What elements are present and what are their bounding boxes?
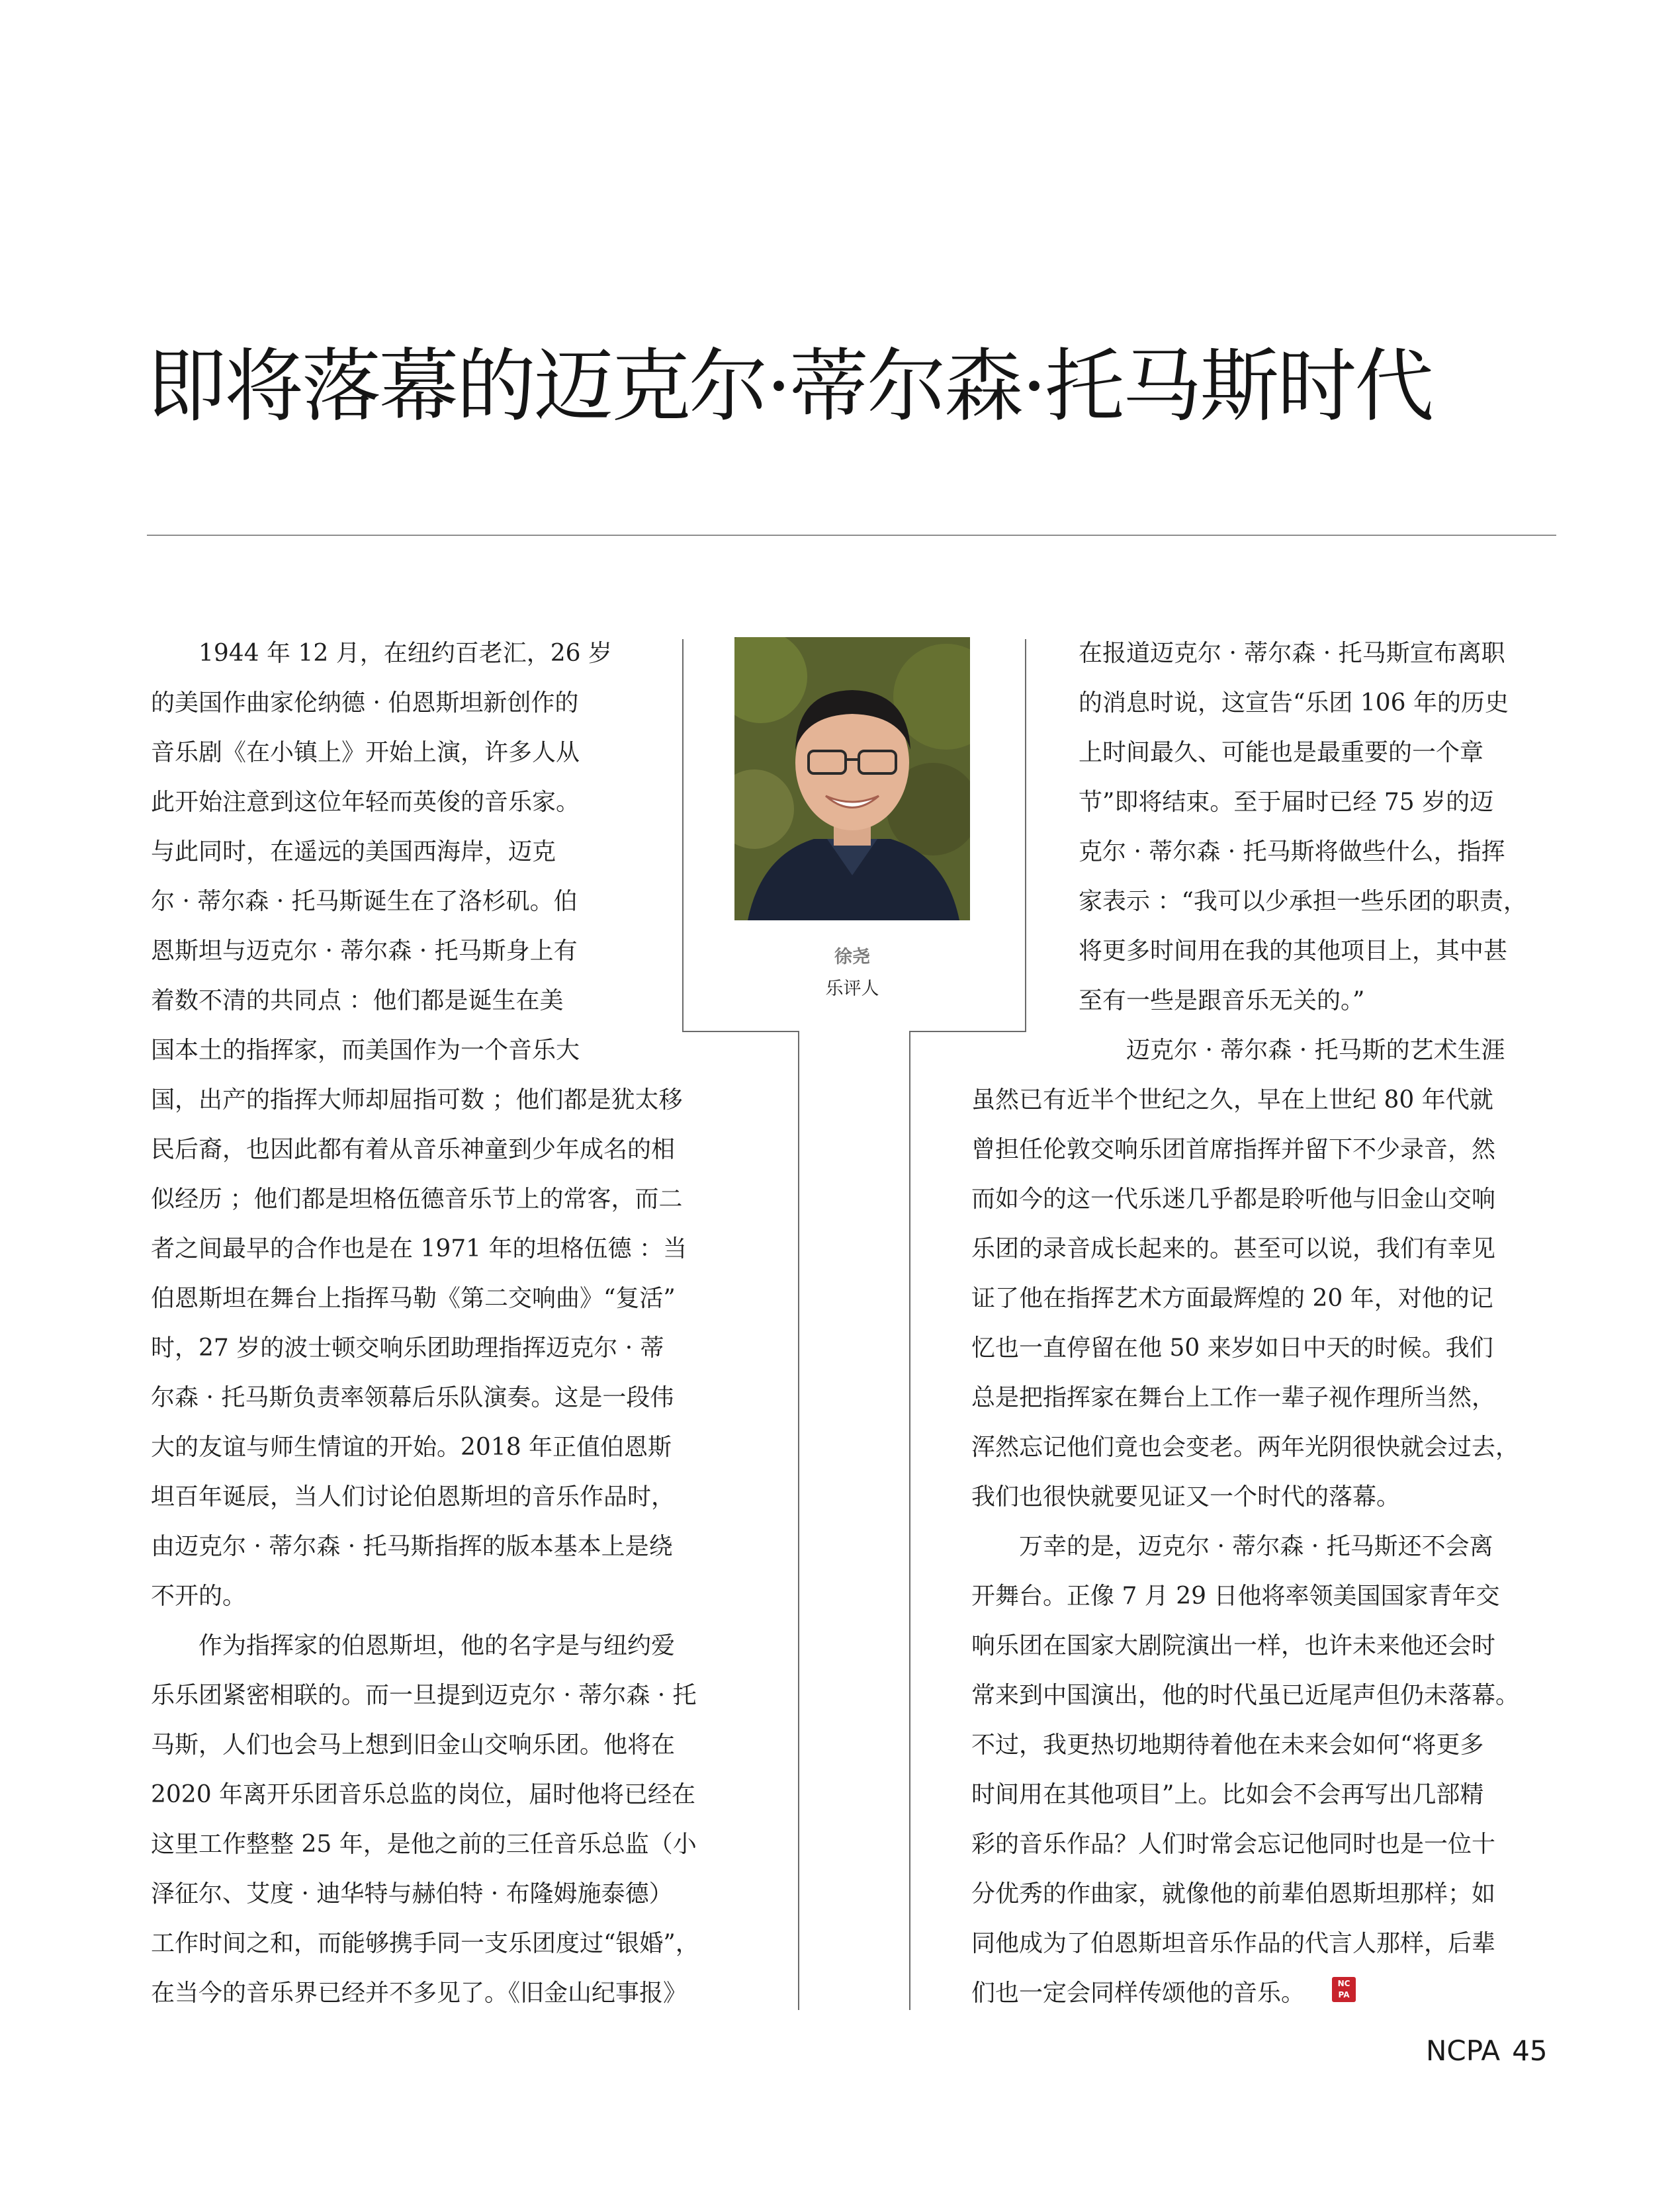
right-column-line: 开舞台。正像 7 月 29 日他将率领美国国家青年交 xyxy=(971,1583,1500,1610)
frame-line-right-step xyxy=(909,1031,1026,1032)
right-column-line: 上时间最久、可能也是最重要的一个章 xyxy=(1079,739,1484,766)
frame-line-left-step xyxy=(682,1031,799,1032)
left-column-line: 2020 年离开乐团音乐总监的岗位，届时他将已经在 xyxy=(151,1781,696,1808)
left-column-line: 坦百年诞辰，当人们讨论伯恩斯坦的音乐作品时， xyxy=(151,1483,676,1510)
left-column-line: 这里工作整整 25 年，是他之前的三任音乐总监（小 xyxy=(151,1831,697,1858)
left-column-line: 在当今的音乐界已经并不多见了。《旧金山纪事报》 xyxy=(151,1980,687,2007)
right-column-line: 而如今的这一代乐迷几乎都是聆听他与旧金山交响 xyxy=(971,1186,1496,1213)
left-column-line: 此开始注意到这位年轻而英俊的音乐家。 xyxy=(151,789,580,816)
left-column-line: 着数不清的共同点 ：他们都是诞生在美 xyxy=(151,987,564,1014)
left-column-line: 乐乐团紧密相联的。而一旦提到迈克尔 · 蒂尔森 · 托 xyxy=(151,1682,697,1709)
left-column-line: 伯恩斯坦在舞台上指挥马勒《第二交响曲》“复活” xyxy=(151,1285,676,1312)
right-column-line: 不过，我更热切地期待着他在未来会如何“将更多 xyxy=(971,1731,1484,1759)
left-column-line: 作为指挥家的伯恩斯坦，他的名字是与纽约爱 xyxy=(151,1632,676,1659)
right-column-line: 同他成为了伯恩斯坦音乐作品的代言人那样，后辈 xyxy=(971,1930,1496,1957)
left-column-line: 与此同时，在遥远的美国西海岸，迈克 xyxy=(151,838,556,865)
right-column-line: 常来到中国演出，他的时代虽已近尾声但仍未落幕。 xyxy=(971,1682,1520,1709)
right-column-line: 们也一定会同样传颂他的音乐。 xyxy=(971,1980,1305,2007)
footer-magazine-name: NCPA xyxy=(1426,2035,1501,2067)
left-column-line: 时，27 岁的波士顿交响乐团助理指挥迈克尔 · 蒂 xyxy=(151,1335,664,1362)
left-column-line: 1944 年 12 月，在纽约百老汇，26 岁 xyxy=(151,640,613,667)
author-portrait xyxy=(734,637,970,920)
right-column-line: 曾担任伦敦交响乐团首席指挥并留下不少录音，然 xyxy=(971,1136,1496,1163)
right-column-line: 乐团的录音成长起来的。甚至可以说，我们有幸见 xyxy=(971,1235,1496,1262)
frame-line-left-upper xyxy=(682,639,684,1031)
right-column-line: 浑然忘记他们竟也会变老。两年光阴很快就会过去， xyxy=(971,1434,1520,1461)
right-column-line: 节”即将结束。至于届时已经 75 岁的迈 xyxy=(1079,789,1494,816)
right-column-line: 迈克尔 · 蒂尔森 · 托马斯的艺术生涯 xyxy=(1079,1037,1505,1064)
title-divider xyxy=(147,535,1556,536)
right-column-line: 我们也很快就要见证又一个时代的落幕。 xyxy=(971,1483,1401,1510)
left-column-line: 国，出产的指挥大师却屈指可数 ；他们都是犹太移 xyxy=(151,1086,683,1114)
right-column-line: 响乐团在国家大剧院演出一样，也许未来他还会时 xyxy=(971,1632,1496,1659)
left-column-line: 由迈克尔 · 蒂尔森 · 托马斯指挥的版本基本上是绕 xyxy=(151,1533,673,1560)
left-column-line: 尔 · 蒂尔森 · 托马斯诞生在了洛杉矶。伯 xyxy=(151,888,578,915)
right-column-line: 万幸的是，迈克尔 · 蒂尔森 · 托马斯还不会离 xyxy=(971,1533,1493,1560)
right-column-line: 虽然已有近半个世纪之久，早在上世纪 80 年代就 xyxy=(971,1086,1493,1114)
right-column-line: 将更多时间用在我的其他项目上，其中甚 xyxy=(1079,938,1508,965)
right-column-line: 忆也一直停留在他 50 来岁如日中天的时候。我们 xyxy=(971,1335,1493,1362)
left-column-line: 泽征尔、艾度 · 迪华特与赫伯特 · 布隆姆施泰德） xyxy=(151,1880,673,1907)
ncpa-end-mark-logo: NC PA xyxy=(1332,1977,1356,2002)
left-column-line: 的美国作曲家伦纳德 · 伯恩斯坦新创作的 xyxy=(151,689,579,717)
left-column-line: 民后裔，也因此都有着从音乐神童到少年成名的相 xyxy=(151,1136,676,1163)
left-column-line: 者之间最早的合作也是在 1971 年的坦格伍德 ：当 xyxy=(151,1235,687,1262)
left-column-line: 似经历 ；他们都是坦格伍德音乐节上的常客，而二 xyxy=(151,1186,683,1213)
right-column-line: 至有一些是跟音乐无关的。” xyxy=(1079,987,1365,1014)
right-column-line: 克尔 · 蒂尔森 · 托马斯将做些什么，指挥 xyxy=(1079,838,1505,865)
left-column-line: 尔森 · 托马斯负责率领幕后乐队演奏。这是一段伟 xyxy=(151,1384,674,1411)
left-column-line: 音乐剧《在小镇上》开始上演，许多人从 xyxy=(151,739,580,766)
frame-line-left-lower xyxy=(798,1031,799,2010)
right-column-line: 总是把指挥家在舞台上工作一辈子视作理所当然， xyxy=(971,1384,1496,1411)
article-title: 即将落幕的迈克尔·蒂尔森·托马斯时代 xyxy=(147,341,1433,433)
right-column-line: 的消息时说，这宣告“乐团 106 年的历史 xyxy=(1079,689,1509,717)
frame-line-right-lower xyxy=(909,1031,910,2010)
frame-line-right-upper xyxy=(1025,639,1026,1031)
left-column-line: 大的友谊与师生情谊的开始。2018 年正值伯恩斯 xyxy=(151,1434,672,1461)
right-column-line: 家表示 ：“我可以少承担一些乐团的职责， xyxy=(1079,888,1527,915)
left-column-line: 国本土的指挥家，而美国作为一个音乐大 xyxy=(151,1037,580,1064)
left-column-line: 马斯，人们也会马上想到旧金山交响乐团。他将在 xyxy=(151,1731,676,1759)
page-number: 45 xyxy=(1512,2035,1548,2067)
photo-caption-role: 乐评人 xyxy=(825,979,879,999)
photo-caption-name: 徐尧 xyxy=(834,947,870,967)
right-column-line: 证了他在指挥艺术方面最辉煌的 20 年，对他的记 xyxy=(971,1285,1493,1312)
right-column-line: 分优秀的作曲家，就像他的前辈伯恩斯坦那样；如 xyxy=(971,1880,1496,1907)
right-column-line: 在报道迈克尔 · 蒂尔森 · 托马斯宣布离职 xyxy=(1079,640,1505,667)
left-column-line: 恩斯坦与迈克尔 · 蒂尔森 · 托马斯身上有 xyxy=(151,938,578,965)
page-footer xyxy=(1426,2035,1548,2067)
right-column-line: 彩的音乐作品？人们时常会忘记他同时也是一位十 xyxy=(971,1831,1496,1858)
left-column-line: 工作时间之和，而能够携手同一支乐团度过“银婚”， xyxy=(151,1930,699,1957)
left-column-line: 不开的。 xyxy=(151,1583,247,1610)
right-column-line: 时间用在其他项目”上。比如会不会再写出几部精 xyxy=(971,1781,1484,1808)
